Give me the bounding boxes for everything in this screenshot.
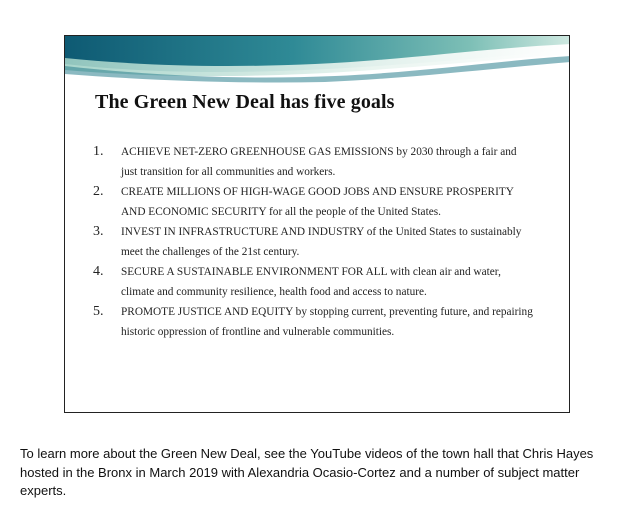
goal-number: 4.	[93, 264, 104, 279]
goal-text	[121, 262, 533, 302]
goal-item	[93, 302, 533, 342]
goal-rest: by stopping current, preventing future, and repairing historic oppression of frontline and vulnerable communities.	[121, 306, 533, 338]
goal-number: 3.	[93, 224, 104, 239]
goal-rest: of the United States to sustainably meet the challenges of the 21st century.	[121, 226, 522, 258]
goal-caps: INVEST IN INFRASTRUCTURE AND INDUSTRY	[121, 226, 364, 238]
goal-number: 1.	[93, 144, 104, 159]
goal-caps: SECURE A SUSTAINABLE ENVIRONMENT FOR ALL	[121, 266, 388, 278]
slide-title: The Green New Deal has five goals	[95, 91, 395, 113]
goal-caps: PROMOTE JUSTICE AND EQUITY	[121, 306, 293, 318]
footer-paragraph: To learn more about the Green New Deal, see the YouTube videos of the town hall that Chris Hayes hosted in the Bronx in March 2019 with Alexandria Ocasio-Cortez and a number of subject matter experts.	[20, 446, 594, 498]
goal-text	[121, 222, 533, 262]
goal-item	[93, 142, 533, 182]
goal-text	[121, 302, 533, 342]
goal-rest: for all the people of the United States.	[266, 206, 441, 218]
goal-item	[93, 262, 533, 302]
goal-number: 5.	[93, 304, 104, 319]
goal-rest: with clean air and water, climate and community resilience, health food and access to nature.	[121, 266, 501, 298]
wave-banner	[65, 36, 570, 84]
goal-caps: ACHIEVE NET-ZERO GREENHOUSE GAS EMISSIONS	[121, 146, 394, 158]
goal-caps: CREATE MILLIONS OF HIGH-WAGE GOOD JOBS AND ENSURE PROSPERITY AND ECONOMIC SECURITY	[121, 186, 514, 218]
goal-number: 2.	[93, 184, 104, 199]
goals-list	[93, 142, 533, 342]
goal-rest: by 2030 through a fair and just transition for all communities and workers.	[121, 146, 517, 178]
goal-item	[93, 182, 533, 222]
goal-text	[121, 142, 533, 182]
slide-frame	[64, 35, 570, 413]
goal-item	[93, 222, 533, 262]
goal-text	[121, 182, 533, 222]
